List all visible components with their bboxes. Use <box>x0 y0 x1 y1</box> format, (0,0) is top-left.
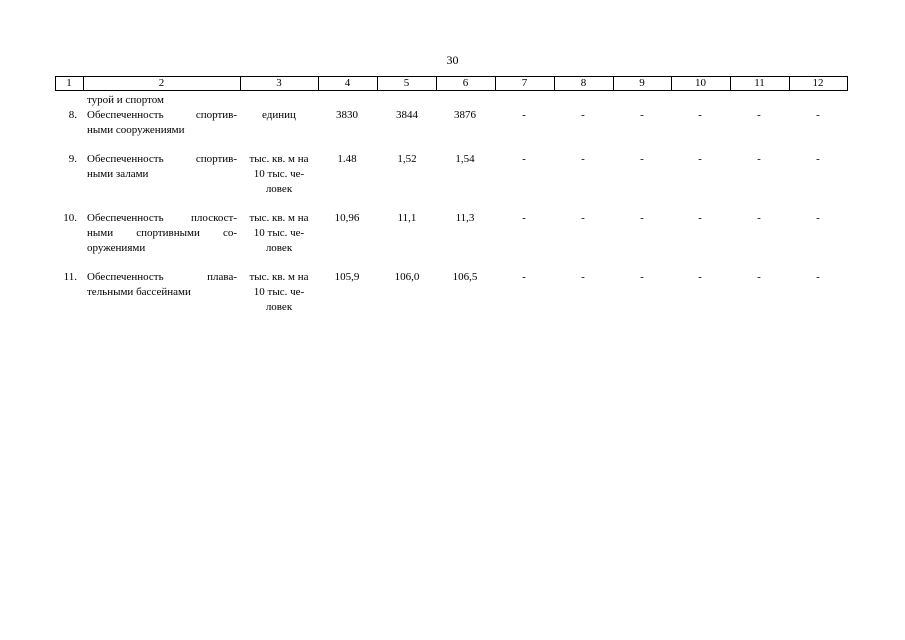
header-cell: 6 <box>462 77 469 89</box>
row-number: 10. <box>63 212 77 224</box>
value-cell: - <box>698 153 702 165</box>
value-cell: 1.48 <box>337 153 357 165</box>
indicator-name <box>87 108 237 138</box>
indicator-name <box>87 152 237 182</box>
value-cell: 1,52 <box>397 153 417 165</box>
unit-line: 10 тыс. че- <box>253 286 305 298</box>
value-cell: - <box>581 153 585 165</box>
header-cell: 12 <box>812 77 824 89</box>
indicator-name-line: ными сооружениями <box>87 124 185 136</box>
unit-of-measure <box>240 270 318 315</box>
value-cell: - <box>698 109 702 121</box>
header-cell: 4 <box>344 77 351 89</box>
row-number: 9. <box>68 153 77 165</box>
value-cell: 1,54 <box>455 153 475 165</box>
value-cell: - <box>522 212 526 224</box>
indicator-name-line: Обеспеченность плава- <box>87 271 237 283</box>
value-cell: 3844 <box>396 109 418 121</box>
indicator-name <box>87 270 237 300</box>
table-row <box>0 270 905 330</box>
unit-line: ловек <box>265 183 293 195</box>
table-row <box>0 211 905 271</box>
unit-line: ловек <box>265 301 293 313</box>
indicator-name <box>87 211 237 256</box>
unit-line: тыс. кв. м на <box>249 153 309 165</box>
value-cell: - <box>581 212 585 224</box>
indicator-name-line: тельными бассейнами <box>87 286 191 298</box>
value-cell: - <box>522 271 526 283</box>
value-cell: - <box>581 271 585 283</box>
row-number: 8. <box>68 109 77 121</box>
header-column-divider <box>847 76 848 91</box>
unit-of-measure <box>240 108 318 123</box>
header-cell: 10 <box>695 77 706 89</box>
indicator-name-line: Обеспеченность плоскост- <box>87 212 237 224</box>
value-cell: - <box>640 153 644 165</box>
indicator-name-line: ными залами <box>87 168 149 180</box>
value-cell: - <box>522 153 526 165</box>
indicator-name-line: Обеспеченность спортив- <box>87 109 237 121</box>
unit-line: единиц <box>262 109 296 121</box>
unit-line: 10 тыс. че- <box>253 227 305 239</box>
value-cell: - <box>640 271 644 283</box>
value-cell: - <box>522 109 526 121</box>
unit-of-measure <box>240 152 318 197</box>
header-cell: 5 <box>403 77 410 89</box>
value-cell: - <box>816 109 820 121</box>
header-cell: 3 <box>276 77 282 89</box>
header-cell: 9 <box>639 77 645 89</box>
value-cell: - <box>757 153 761 165</box>
value-cell: - <box>816 212 820 224</box>
value-cell: 3830 <box>336 109 358 121</box>
unit-of-measure <box>240 211 318 256</box>
value-cell: 106,0 <box>394 271 420 283</box>
header-cell: 8 <box>580 77 587 89</box>
value-cell: 11,3 <box>455 212 475 224</box>
row-number: 11. <box>63 271 77 283</box>
unit-line: 10 тыс. че- <box>253 168 305 180</box>
value-cell: - <box>757 271 761 283</box>
header-cell: 1 <box>66 77 72 89</box>
value-cell: - <box>640 109 644 121</box>
continued-text: турой и спортом <box>87 94 164 106</box>
value-cell: 10,96 <box>334 212 360 224</box>
header-cell: 11 <box>754 77 765 89</box>
value-cell: - <box>757 212 761 224</box>
unit-line: тыс. кв. м на <box>249 212 309 224</box>
header-cell: 7 <box>521 77 528 89</box>
table-row <box>0 152 905 212</box>
indicator-name-line: ными спортивными со- <box>87 227 237 239</box>
indicator-name-line: Обеспеченность спортив- <box>87 153 237 165</box>
unit-line: ловек <box>265 242 293 254</box>
table-header-bottom-border <box>55 90 847 91</box>
page-number: 30 <box>446 53 459 67</box>
value-cell: 11,1 <box>397 212 417 224</box>
value-cell: - <box>757 109 761 121</box>
value-cell: - <box>698 271 702 283</box>
value-cell: 3876 <box>454 109 476 121</box>
value-cell: - <box>816 153 820 165</box>
unit-line: тыс. кв. м на <box>249 271 309 283</box>
value-cell: - <box>698 212 702 224</box>
indicator-name-line: оружениями <box>87 242 146 254</box>
value-cell: 106,5 <box>452 271 478 283</box>
header-cell: 2 <box>158 77 165 89</box>
value-cell: - <box>816 271 820 283</box>
value-cell: - <box>581 109 585 121</box>
value-cell: 105,9 <box>334 271 360 283</box>
value-cell: - <box>640 212 644 224</box>
